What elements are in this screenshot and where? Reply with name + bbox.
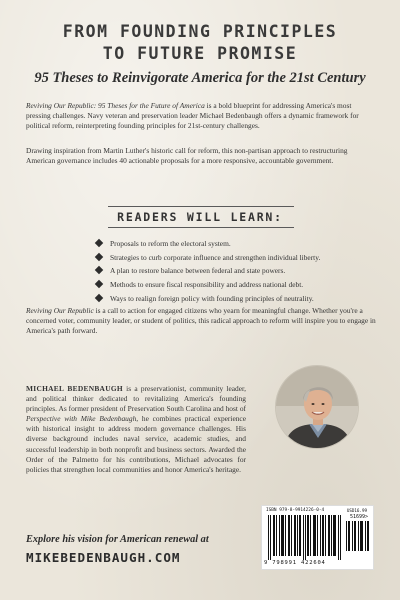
diamond-bullet-icon: [95, 280, 103, 288]
learn-item: [96, 239, 376, 253]
learn-item-text: Methods to ensure fiscal responsibility and address national debt.: [110, 280, 304, 290]
book-title-italic: Reviving Our Republic: [26, 306, 94, 315]
outro-paragraph: [26, 306, 376, 336]
website-link[interactable]: MIKEBEDENBAUGH.COM: [26, 550, 181, 565]
cover-title-line1: FROM FOUNDING PRINCIPLES: [62, 22, 338, 41]
cover-subtitle: 95 Theses to Reinvigorate America for the 21st Century: [34, 70, 366, 86]
book-title-italic: Reviving Our Republic: 95 Theses for the Future of America: [26, 101, 205, 110]
price-code: 51699>: [349, 514, 368, 520]
price-barcode-bars: [346, 521, 370, 551]
isbn-label: ISBN 979-8-9914226-0-4: [266, 508, 325, 513]
learn-item: [96, 266, 376, 280]
learn-item-text: Strategies to curb corporate influence and strengthen individual liberty.: [110, 252, 321, 262]
author-photo: [275, 365, 359, 449]
author-name: MICHAEL BEDENBAUGH: [26, 384, 123, 393]
author-bio-text: is a preservationist, community leader, and political thinker dedicated to revitalizing America's founding principles. As former president of Preservation South Carolina and host of: [26, 384, 246, 414]
author-portrait-illustration: [276, 366, 359, 449]
show-title-italic: Perspective with Mike Bedenbaugh: [26, 414, 137, 424]
learn-item: [96, 280, 376, 294]
heading-rule-top: [108, 206, 294, 207]
learn-item-text: Proposals to reform the electoral system.: [110, 239, 231, 248]
learn-item-text: A plan to restore balance between federal and state powers.: [110, 266, 286, 276]
learn-list: [96, 239, 376, 307]
diamond-bullet-icon: [95, 239, 103, 247]
outro-paragraph-text: is a call to action for engaged citizens who yearn for meaningful change. Whether you're a concerned voter, community leader, or student of politics, this radical approach to reform will inspire you to engage in America's path forward.: [26, 306, 376, 335]
author-bio-text: , he combines practical experience with historical insight to address modern governance challenges. His diverse background includes naval service, academic studies, and successful leadership in both nonprofit and business sectors. Awarded the Order of the Palmetto for his contributions, Michael advocates for policies that strengthen local communities and honor America's heritage.: [26, 414, 246, 474]
learn-item-text: Ways to realign foreign policy with founding principles of neutrality.: [110, 293, 314, 303]
ean-barcode-bars: [268, 515, 342, 560]
author-bio: [26, 384, 246, 475]
heading-rule-bottom: [108, 227, 294, 228]
cover-title-line2: TO FUTURE PROMISE: [102, 44, 298, 63]
diamond-bullet-icon: [95, 294, 103, 302]
explore-callout: Explore his vision for American renewal at: [26, 534, 209, 545]
intro-paragraph-1: [26, 101, 376, 131]
intro-paragraph-1-text: is a bold blueprint for addressing America's most pressing challenges. Navy veteran and preservation leader Michael Bedenbaugh offers a dynamic framework for political reform, reinterpreting founding principles for 21st-century challenges.: [26, 101, 359, 130]
diamond-bullet-icon: [95, 252, 103, 260]
learn-item: [96, 253, 376, 267]
diamond-bullet-icon: [95, 266, 103, 274]
intro-paragraph-2: Drawing inspiration from Martin Luther's historic call for reform, this non-partisan approach to restructuring American governance includes 40 actionable proposals for a more responsive, accountable government.: [26, 146, 348, 165]
barcode-digits: 9 798991 422604: [264, 560, 326, 566]
isbn-barcode: [261, 505, 374, 570]
price-label: USD16.99: [346, 508, 367, 513]
learn-heading: READERS WILL LEARN:: [117, 210, 283, 224]
